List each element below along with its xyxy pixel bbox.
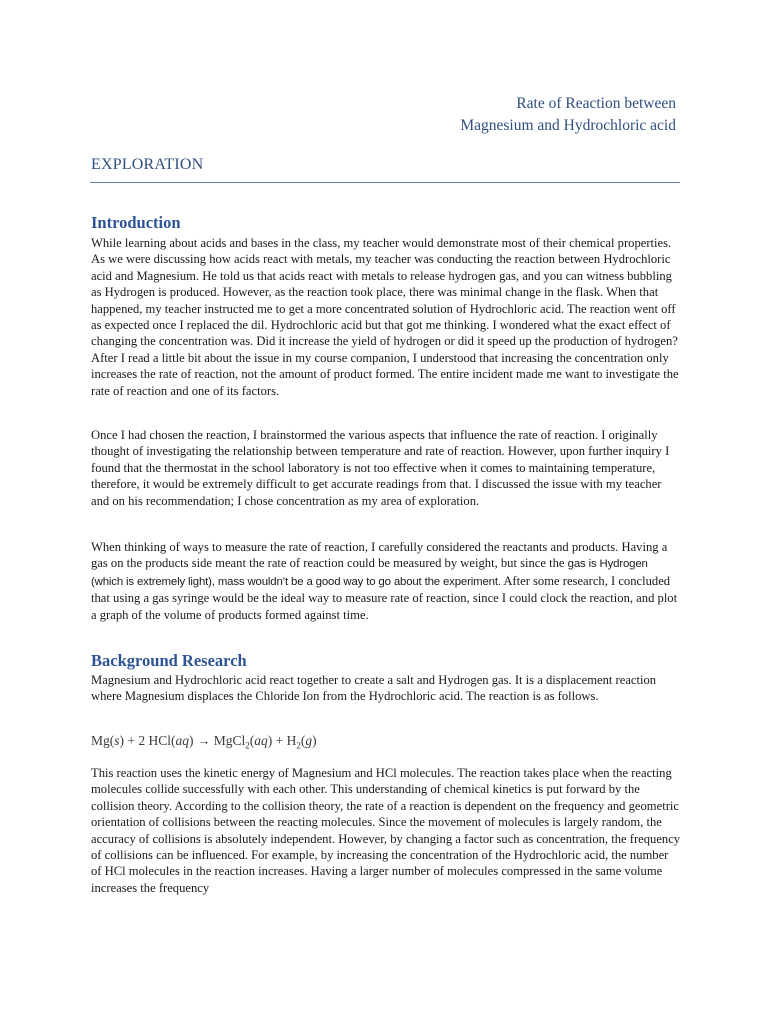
paragraph-3-text-b: gas is Hydrogen (which is extremely light), mass wouldn’t be a good way to go about the experiment. bbox=[91, 558, 648, 588]
reaction-equation bbox=[91, 733, 317, 751]
section-divider bbox=[90, 182, 680, 183]
eq-state-gas: g bbox=[305, 733, 313, 748]
eq-part: ( bbox=[249, 733, 255, 748]
eq-part: ) + 2 HCl( bbox=[119, 733, 176, 748]
eq-subscript: 2 bbox=[245, 740, 250, 751]
eq-part: ) bbox=[312, 733, 317, 748]
paragraph-3-text-a: When thinking of ways to measure the rate of reaction, I carefully considered the reactants and products. Having a gas on the products side meant the rate of reaction could be measured by weight, but since the bbox=[91, 540, 668, 571]
eq-part: ( bbox=[300, 733, 306, 748]
eq-arrow: ) → MgCl bbox=[189, 733, 246, 748]
section-heading: EXPLORATION bbox=[91, 156, 204, 173]
background-paragraph-2: This reaction uses the kinetic energy of Magnesium and HCl molecules. The reaction takes place when the reacting molecules collide successfully with each other. This understanding of chemical kinetics is put forward by the collision theory. According to the collision theory, the rate of a reaction is dependent on the frequency and geometric orientation of collisions between the reacting molecules. Since the movement of molecules is largely random, the accuracy of collisions is absolutely independent. However, by changing a factor such as concentration, the frequency of collisions can be influenced. For example, by increasing the concentration of the Hydrochloric acid, the number of HCl molecules in the reaction increases. Having a larger number of molecules compressed in the same volume increases the frequency bbox=[91, 766, 681, 895]
background-heading: Background Research bbox=[91, 651, 247, 670]
eq-state-aqueous: aq bbox=[175, 733, 189, 748]
introduction-paragraph-3 bbox=[91, 539, 681, 623]
eq-state-solid: s bbox=[114, 733, 120, 748]
introduction-paragraph-1: While learning about acids and bases in the class, my teacher would demonstrate most of their chemical properties. As we were discussing how acids react with metals, my teacher was conducting the reaction between Hydrochloric acid and Magnesium. He told us that acids react with metals to release hydrogen gas, and you can witness bubbling as Hydrogen is produced. However, as the reaction took place, there was minimal change in the flask. When that happened, my teacher instructed me to get a more concentrated solution of Hydrochloric acid. The reaction went off as expected once I replaced the dil. Hydrochloric acid but that got me thinking. I wondered what the exact effect of changing the concentration was. Did it increase the yield of hydrogen or did it speed up the production of hydrogen? After I read a little bit about the issue in my course companion, I understood that increasing the concentration only increases the rate of reaction, not the amount of product formed. The entire incident made me want to investigate the rate of reaction and one of its factors. bbox=[91, 236, 679, 398]
eq-state-aqueous: aq bbox=[254, 733, 268, 748]
introduction-heading: Introduction bbox=[91, 213, 181, 232]
eq-part: Mg( bbox=[91, 733, 115, 748]
background-paragraph-1: Magnesium and Hydrochloric acid react together to create a salt and Hydrogen gas. It is a displacement reaction where Magnesium displaces the Chloride Ion from the Hydrochloric acid. The reaction is as follows. bbox=[91, 673, 657, 704]
title-line-1: Rate of Reaction between bbox=[516, 95, 676, 112]
eq-part: ) + H bbox=[267, 733, 297, 748]
introduction-paragraph-2: Once I had chosen the reaction, I brainstormed the various aspects that influence the rate of reaction. I originally thought of investigating the relationship between temperature and rate of reaction. However, upon further inquiry I found that the thermostat in the school laboratory is not too effective when it comes to maintaining temperature, therefore, it would be extremely difficult to get accurate readings from that. I discussed the issue with my teacher and on his recommendation; I chose concentration as my area of exploration. bbox=[91, 428, 670, 508]
paragraph-3-text-c: After some research, I concluded that using a gas syringe would be the ideal way to measure rate of reaction, since I could clock the reaction, and plot a graph of the volume of products formed against time. bbox=[91, 573, 678, 622]
eq-subscript: 2 bbox=[296, 740, 301, 751]
document-title bbox=[460, 93, 676, 137]
title-line-2: Magnesium and Hydrochloric acid bbox=[460, 117, 676, 134]
